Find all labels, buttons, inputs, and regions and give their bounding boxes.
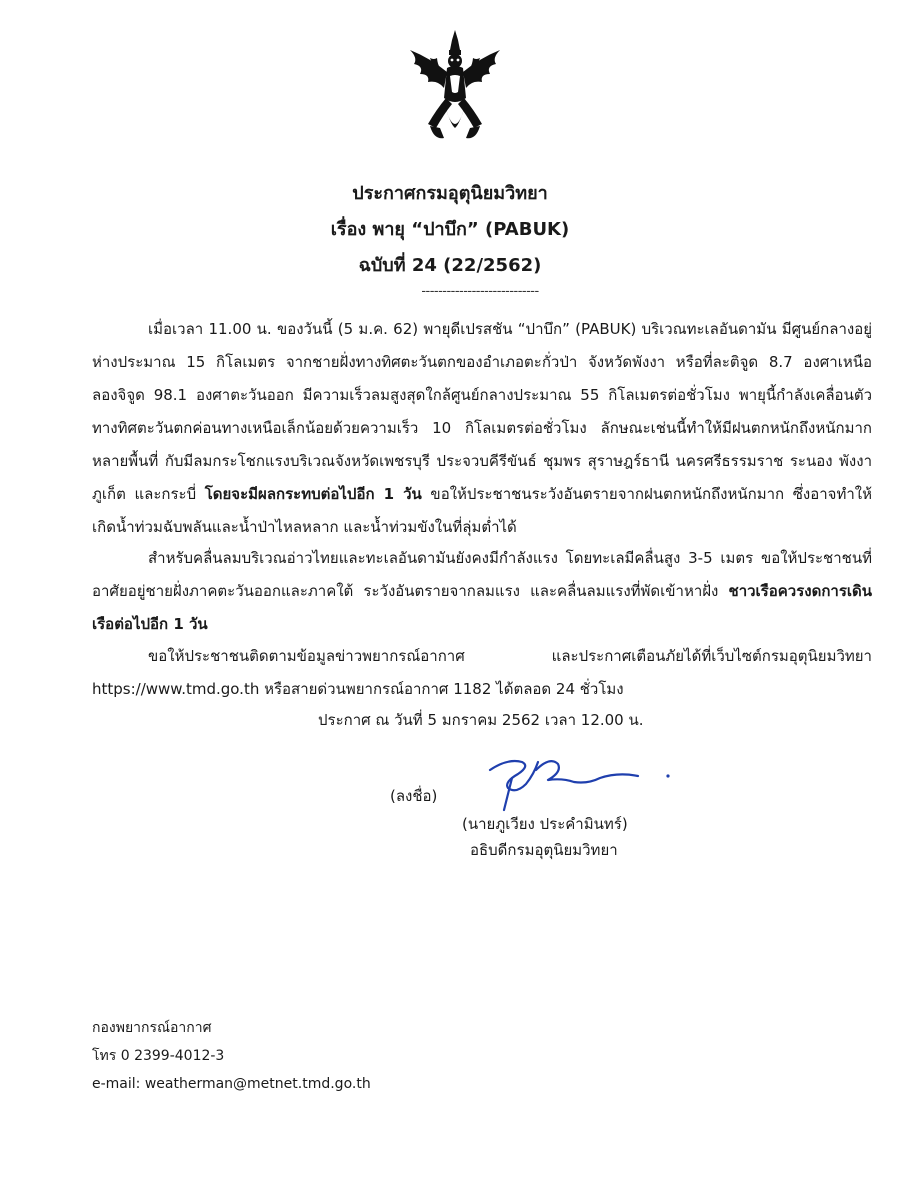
announcement-subject: เรื่อง พายุ “ปาบึก” (PABUK) — [330, 219, 570, 240]
paragraph-sea-conditions-text: สำหรับคลื่นลมบริเวณอ่าวไทยและทะเลอันดามันยังคงมีกำลังแรง โดยทะเลมีคลื่นสูง 3-5 เมตร ขอให้ประชาชนที่อาศัยอยู่ชายฝั่งภาคตะวันออกและภาคใต้ ระวังอันตรายจากลมแรง และคลื่นลมแรงที่พัดเข้าหาฝั่ง — [92, 549, 872, 600]
announcement-title: ประกาศกรมอุตุนิยมวิทยา — [352, 183, 548, 204]
paragraph-sea-conditions — [92, 542, 872, 641]
paragraph-storm-status-emphasis: โดยจะมีผลกระทบต่อไปอีก 1 วัน — [204, 485, 422, 503]
footer-phone: โทร 0 2399-4012-3 — [92, 1048, 225, 1064]
paragraph-storm-status-text: เมื่อเวลา 11.00 น. ของวันนี้ (5 ม.ค. 62) พายุดีเปรสชัน “ปาบึก” (PABUK) บริเวณทะเลอันดามัน มีศูนย์กลางอยู่ห่างประมาณ 15 กิโลเมตร จากชายฝั่งทางทิศตะวันตกของอำเภอตะกั่วป่า จังหวัดพังงา หรือที่ละติจูด 8.7 องศาเหนือ ลองจิจูด 98.1 องศาตะวันออก มีความเร็วลมสูงสุดใกล้ศูนย์กลางประมาณ 55 กิโลเมตรต่อชั่วโมง พายุนี้กำลังเคลื่อนตัวทางทิศตะวันตกค่อนทางเหนือเล็กน้อยด้วยความเร็ว 10 กิโลเมตรต่อชั่วโมง ลักษณะเช่นนี้ทำให้มีฝนตกหนักถึงหนักมากหลายพื้นที่ กับมีลมกระโชกแรงบริเวณจังหวัดเพชรบุรี ประจวบคีรีขันธ์ ชุมพร สุราษฎร์ธานี นครศรีธรรมราช ระนอง พังงา ภูเก็ต และกระบี่ — [92, 320, 872, 503]
paragraph-follow-updates-text: ขอให้ประชาชนติดตามข้อมูลข่าวพยากรณ์อากาศ และประกาศเตือนภัยได้ที่เว็บไซต์กรมอุตุนิยมวิทยา https://www.tmd.go.th หรือสายด่วนพยากรณ์อากาศ 1182 ได้ตลอด 24 ชั่วโมง — [92, 647, 872, 698]
paragraph-storm-status — [92, 313, 872, 544]
announcement-date: ประกาศ ณ วันที่ 5 มกราคม 2562 เวลา 12.00 น. — [318, 711, 644, 729]
signer-title: อธิบดีกรมอุตุนิยมวิทยา — [470, 841, 618, 859]
garuda-emblem-icon — [400, 28, 510, 146]
signer-name: (นายภูเวียง ประคำมินทร์) — [462, 815, 628, 833]
footer-email: e-mail: weatherman@metnet.tmd.go.th — [92, 1076, 371, 1092]
announcement-issue: ฉบับที่ 24 (22/2562) — [358, 255, 542, 276]
signature-label: (ลงชื่อ) — [390, 787, 438, 805]
paragraph-follow-updates — [92, 640, 872, 706]
footer-department: กองพยากรณ์อากาศ — [92, 1020, 212, 1036]
handwritten-signature — [478, 748, 678, 818]
header-divider: ---------------------------- — [421, 284, 539, 299]
paragraph-sea-conditions-emphasis: ชาวเรือควรงดการเดินเรือต่อไปอีก 1 วัน — [92, 582, 872, 633]
paragraph-storm-status-end: ขอให้ประชาชนระวังอันตรายจากฝนตกหนักถึงหนักมาก ซึ่งอาจทำให้เกิดน้ำท่วมฉับพลันและน้ำป่าไหลหลาก และน้ำท่วมขังในที่ลุ่มต่ำได้ — [92, 485, 872, 536]
contact-footer — [92, 1014, 371, 1098]
